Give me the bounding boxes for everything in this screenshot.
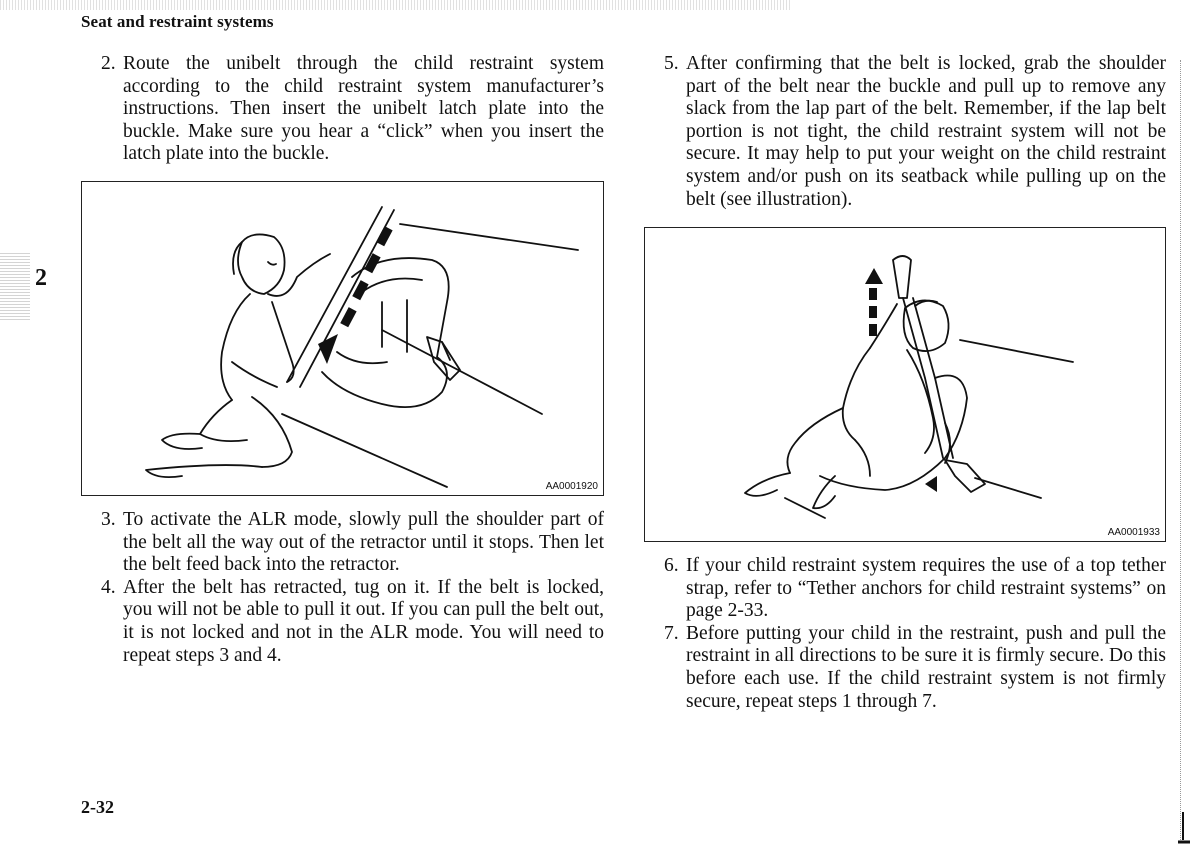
chapter-tab bbox=[0, 252, 30, 320]
section-title: Seat and restraint systems bbox=[81, 12, 274, 31]
figure-woman-routing-belt bbox=[81, 181, 604, 496]
step-number: 2. bbox=[101, 53, 116, 74]
step-number: 3. bbox=[101, 509, 116, 530]
step-number: 5. bbox=[664, 53, 679, 74]
step-text: Before putting your child in the restraint, push and pull the restraint in all directions to be sure it is firmly secure. Do this before each use. If the child restraint system is not firmly secure, repeat steps 1 through 7. bbox=[686, 622, 1166, 712]
left-steps-top bbox=[81, 53, 604, 166]
figure-code: AA0001920 bbox=[545, 481, 598, 492]
right-steps-top bbox=[644, 53, 1166, 211]
step-text: Route the unibelt through the child restraint system according to the child restraint system manufacturer’s instructions. Then insert the unibelt latch plate into the buckle. Make sure you hear a “click” when you insert the latch plate into the buckle. bbox=[123, 53, 604, 165]
left-steps-bottom bbox=[81, 509, 604, 667]
page-number: 2-32 bbox=[81, 797, 114, 817]
step-item bbox=[81, 53, 604, 166]
step-item bbox=[644, 53, 1166, 211]
step-text: To activate the ALR mode, slowly pull the shoulder part of the belt all the way out of the retractor until it stops. Then let the belt feed back into the retractor. bbox=[123, 509, 604, 576]
illustration-woman-routing-belt bbox=[82, 182, 603, 495]
step-text: After the belt has retracted, tug on it. If the belt is locked, you will not be able to pull it out. If you can pull the belt out, it is not locked and not in the ALR mode. You will need to repeat steps 3 and 4. bbox=[123, 576, 604, 666]
scan-noise-top bbox=[0, 0, 790, 10]
figure-pulling-belt bbox=[644, 227, 1166, 542]
step-item bbox=[644, 623, 1166, 713]
step-item bbox=[81, 509, 604, 577]
step-item bbox=[81, 577, 604, 667]
chapter-number: 2 bbox=[35, 265, 47, 291]
step-number: 7. bbox=[664, 622, 679, 644]
edge-marker bbox=[1178, 812, 1192, 846]
step-text: After confirming that the belt is locked, grab the shoulder part of the belt near the buckle and pull up to remove any slack from the lap part of the belt. Remember, if the lap belt portion is not tight, the child restraint system will not be secure. It may help to put your weight on the child restraint system and/or push on its seatback while pulling up on the belt (see illustration). bbox=[686, 53, 1166, 210]
step-item bbox=[644, 555, 1166, 623]
right-steps-bottom bbox=[644, 555, 1166, 713]
illustration-pulling-belt bbox=[645, 228, 1165, 541]
step-text: If your child restraint system requires the use of a top tether strap, refer to “Tether anchors for child restraint systems” on page 2-33. bbox=[686, 555, 1166, 622]
step-number: 6. bbox=[664, 555, 679, 576]
figure-code: AA0001933 bbox=[1107, 527, 1160, 538]
page-edge bbox=[1180, 60, 1183, 840]
step-number: 4. bbox=[101, 576, 116, 598]
